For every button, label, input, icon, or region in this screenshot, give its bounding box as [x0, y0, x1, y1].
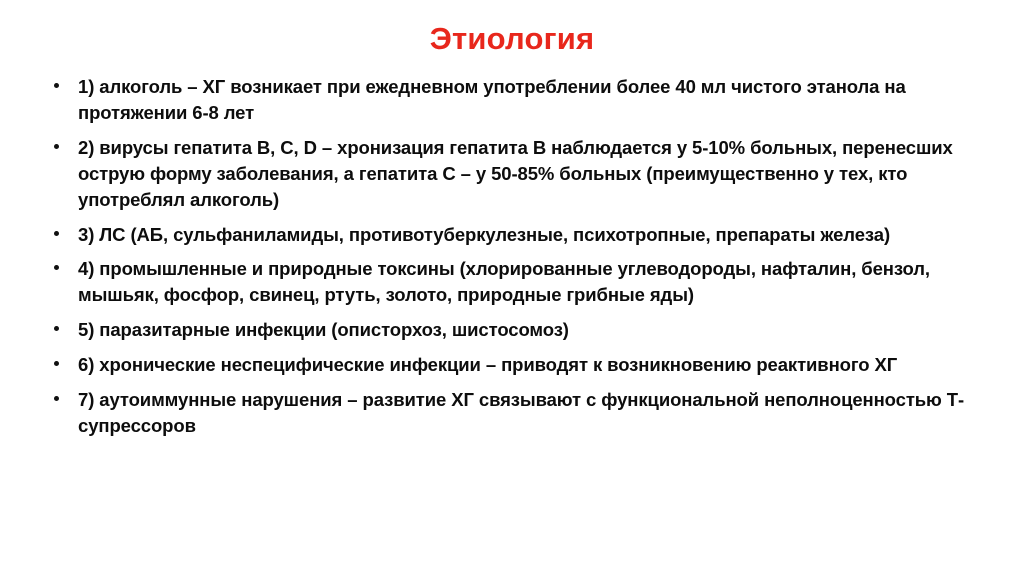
bullet-dot-icon: [54, 326, 59, 331]
list-item: [40, 317, 980, 343]
list-item-text: 7) аутоиммунные нарушения – развитие ХГ связывают с функциональной неполноценностью Т-супрессоров: [78, 389, 965, 436]
list-item: [40, 135, 980, 213]
list-item-text: 5) паразитарные инфекции (описторхоз, шистосомоз): [78, 319, 569, 341]
list-item: [40, 352, 980, 378]
list-item-text: 4) промышленные и природные токсины (хлорированные углеводороды, нафталин, бензол, мышьяк, фосфор, свинец, ртуть, золото, природные грибные яды): [78, 258, 930, 306]
bullet-list: [0, 56, 1024, 439]
list-item-text: 6) хронические неспецифические инфекции – приводят к возникновению реактивного ХГ: [78, 354, 898, 376]
bullet-dot-icon: [54, 361, 59, 366]
list-item-text: 2) вирусы гепатита B, C, D – хронизация гепатита B наблюдается у 5-10% больных, перенесших острую форму заболевания, а гепатита C – у 50-85% больных (преимущественно у тех, кто употреблял алкоголь): [78, 136, 953, 210]
bullet-dot-icon: [54, 83, 59, 88]
list-item-text: 3) ЛС (АБ, сульфаниламиды, противотуберкулезные, психотропные, препараты железа): [78, 223, 891, 245]
bullet-dot-icon: [54, 144, 59, 149]
bullet-dot-icon: [54, 231, 59, 236]
bullet-dot-icon: [54, 265, 59, 270]
page-title: Этиология: [429, 21, 595, 56]
list-item: [40, 256, 980, 308]
list-item: [40, 387, 980, 439]
list-item-text: 1) алкоголь – ХГ возникает при ежедневном употреблении более 40 мл чистого этанола на протяжении 6-8 лет: [78, 76, 906, 123]
bullet-dot-icon: [54, 396, 59, 401]
list-item: [40, 74, 980, 126]
list-item: [40, 222, 980, 248]
